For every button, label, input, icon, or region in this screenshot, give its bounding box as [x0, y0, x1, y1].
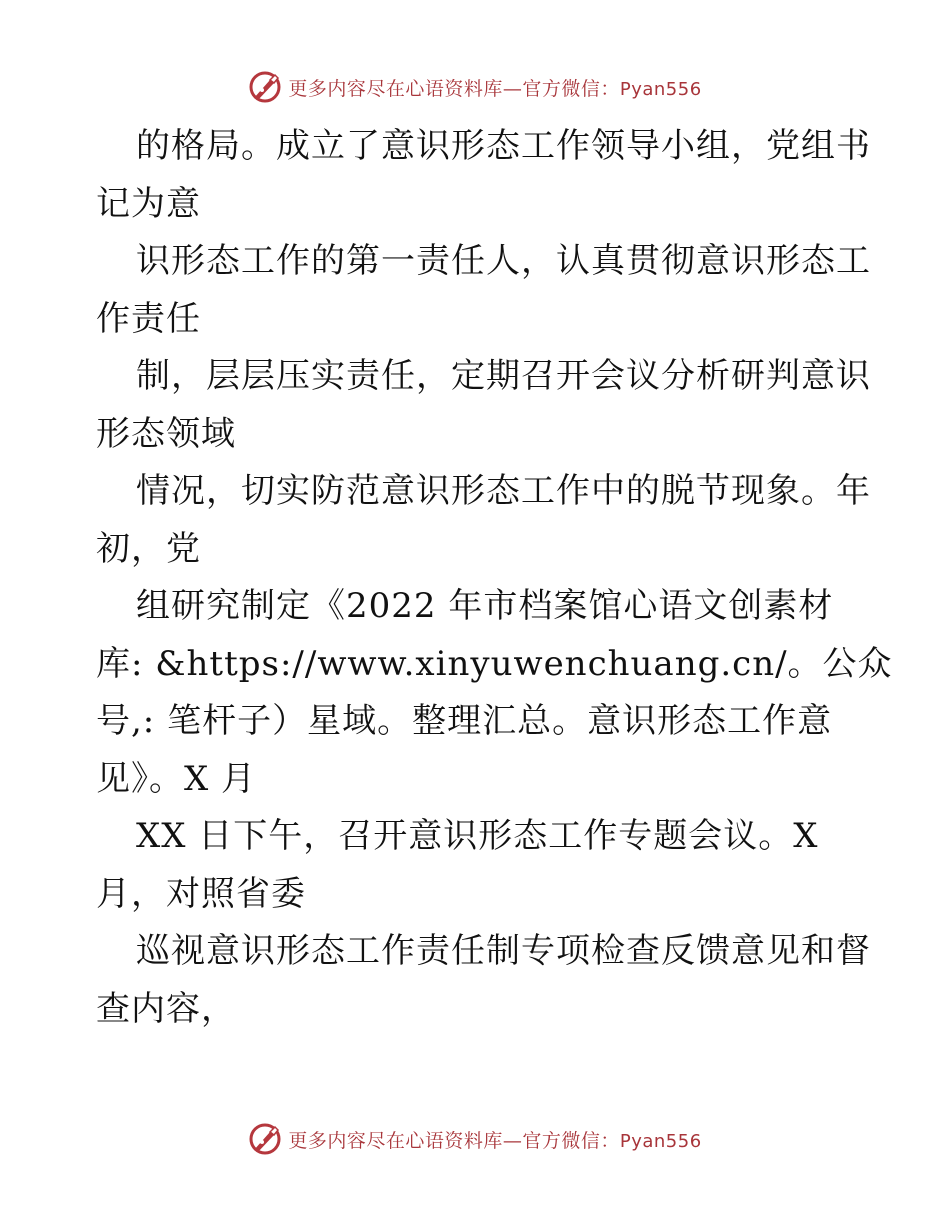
text-line: 形态领域	[96, 413, 236, 454]
header-watermark	[0, 70, 950, 104]
pen-logo-icon	[248, 1122, 282, 1156]
text-line: 情况，切实防范意识形态工作中的脱节现象。年	[136, 471, 871, 511]
text-line: 初，党	[96, 528, 201, 569]
brand	[248, 1122, 701, 1156]
text-line: 月，对照省委	[96, 873, 306, 914]
text-line: 作责任	[96, 298, 201, 339]
text-line: 见》。X 月	[96, 758, 257, 799]
footer-watermark	[0, 1122, 950, 1156]
brand	[248, 70, 701, 104]
text-line: 组研究制定《2022 年市档案馆心语文创素材	[136, 586, 834, 626]
text-line: 的格局。成立了意识形态工作领导小组，党组书	[136, 126, 871, 166]
text-line: XX 日下午，召开意识形态工作专题会议。X	[136, 816, 819, 856]
text-line: 库: &https://www.xinyuwenchuang.cn/。公众	[96, 643, 893, 684]
watermark-text: 更多内容尽在心语资料库—官方微信：Pyan556	[288, 77, 702, 100]
text-line: 识形态工作的第一责任人，认真贯彻意识形态工	[136, 241, 871, 281]
watermark-text: 更多内容尽在心语资料库—官方微信：Pyan556	[288, 1129, 702, 1152]
text-line: 制，层层压实责任，定期召开会议分析研判意识	[136, 356, 871, 396]
document-body	[96, 118, 893, 1038]
text-line: 巡视意识形态工作责任制专项检查反馈意见和督	[136, 931, 871, 971]
text-line: 号,: 笔杆子）星域。整理汇总。意识形态工作意	[96, 701, 833, 741]
text-line: 查内容，	[96, 988, 236, 1029]
pen-logo-icon	[248, 70, 282, 104]
text-line: 记为意	[96, 183, 201, 224]
